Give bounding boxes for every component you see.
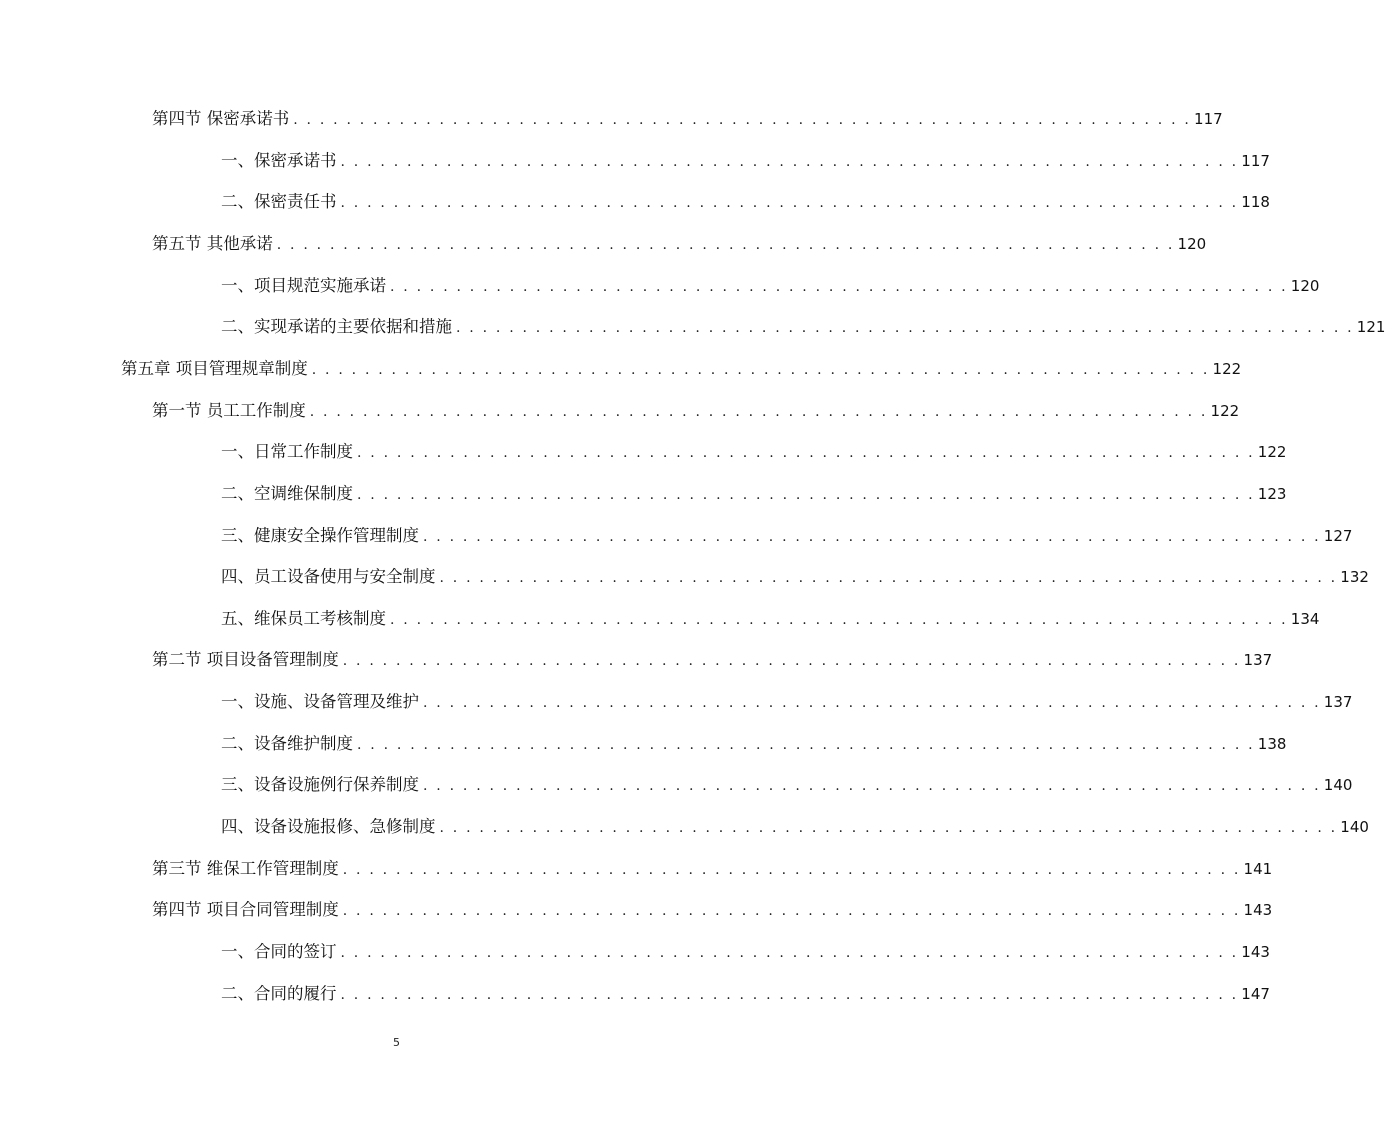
- toc-entry-title: 第一节 员工工作制度: [152, 400, 306, 420]
- dot-leader: . . . . . . . . . . . . . . . . . . . . . . . . . . . . . . . . . . . . . . . . . . . . . . . . . . . . . . . . . . . . . . . . . . . .: [340, 195, 1239, 212]
- toc-entry-title: 第二节 项目设备管理制度: [152, 650, 339, 670]
- toc-entry-page: 127: [1323, 526, 1353, 545]
- toc-entry: [152, 856, 1273, 882]
- toc-entry: [221, 772, 1353, 798]
- toc-entry-title: 二、设备维护制度: [221, 733, 353, 753]
- toc-entry-page: 141: [1243, 859, 1273, 878]
- toc-entry: [221, 148, 1270, 174]
- toc-entry-title: 一、项目规范实施承诺: [221, 275, 386, 295]
- toc-entry-page: 120: [1177, 234, 1207, 253]
- dot-leader: . . . . . . . . . . . . . . . . . . . . . . . . . . . . . . . . . . . . . . . . . . . . . . . . . . . . . . . . . . . . . . . . . . . .: [342, 861, 1241, 878]
- toc-entry-title: 第五章 项目管理规章制度: [121, 358, 308, 378]
- toc-entry-title: 一、日常工作制度: [221, 442, 353, 462]
- toc-entry: [221, 439, 1287, 465]
- toc-entry: [221, 689, 1353, 715]
- dot-leader: . . . . . . . . . . . . . . . . . . . . . . . . . . . . . . . . . . . . . . . . . . . . . . . . . . . . . . . . . . . . . . . . . . . .: [342, 903, 1241, 920]
- toc-entry-title: 二、保密责任书: [221, 192, 337, 212]
- dot-leader: . . . . . . . . . . . . . . . . . . . . . . . . . . . . . . . . . . . . . . . . . . . . . . . . . . . . . . . . . . . . . . . . . . . .: [390, 611, 1288, 628]
- toc-entry-page: 122: [1210, 401, 1240, 420]
- toc-entry-title: 二、空调维保制度: [221, 483, 353, 503]
- toc-entry: [221, 481, 1287, 507]
- dot-leader: . . . . . . . . . . . . . . . . . . . . . . . . . . . . . . . . . . . . . . . . . . . . . . . . . . . . . . . . . . . . . . . . . . . .: [423, 778, 1321, 795]
- toc-entry-page: 134: [1290, 609, 1320, 628]
- dot-leader: . . . . . . . . . . . . . . . . . . . . . . . . . . . . . . . . . . . . . . . . . . . . . . . . . . . . . . . . . . . . . . . . . . . .: [357, 486, 1255, 503]
- dot-leader: . . . . . . . . . . . . . . . . . . . . . . . . . . . . . . . . . . . . . . . . . . . . . . . . . . . . . . . . . . . . . . . . . . . .: [311, 361, 1210, 378]
- dot-leader: . . . . . . . . . . . . . . . . . . . . . . . . . . . . . . . . . . . . . . . . . . . . . . . . . . . . . . . . . . . . . . . . . . . .: [357, 445, 1255, 462]
- toc-entry: [221, 189, 1270, 215]
- toc-entry-page: 122: [1212, 359, 1242, 378]
- toc-entry: [152, 647, 1273, 673]
- toc-entry-title: 第四节 项目合同管理制度: [152, 900, 339, 920]
- toc-entry-page: 118: [1241, 193, 1270, 212]
- toc-entry: [152, 106, 1223, 132]
- toc-entry-page: 140: [1340, 818, 1369, 836]
- toc-entry-title: 一、保密承诺书: [221, 150, 337, 170]
- dot-leader: . . . . . . . . . . . . . . . . . . . . . . . . . . . . . . . . . . . . . . . . . . . . . . . . . . . . . . . . . . . . . . . . . . . .: [423, 695, 1321, 712]
- toc-entry-page: 132: [1340, 568, 1369, 587]
- toc-entry: [221, 981, 1270, 1007]
- toc-entry-title: 一、设施、设备管理及维护: [221, 692, 419, 712]
- dot-leader: . . . . . . . . . . . . . . . . . . . . . . . . . . . . . . . . . . . . . . . . . . . . . . . . . . . . . . . . . . . . . . . . . . . .: [390, 278, 1288, 295]
- toc-entry-page: 140: [1323, 776, 1353, 795]
- toc-entry-title: 四、员工设备使用与安全制度: [221, 567, 436, 587]
- toc-entry-page: 123: [1257, 484, 1287, 503]
- dot-leader: . . . . . . . . . . . . . . . . . . . . . . . . . . . . . . . . . . . . . . . . . . . . . . . . . . . . . . . . . . . . . . . . . . . .: [357, 736, 1255, 753]
- toc-entry-page: 143: [1241, 943, 1270, 961]
- dot-leader: . . . . . . . . . . . . . . . . . . . . . . . . . . . . . . . . . . . . . . . . . . . . . . . . . . . . . . . . . . . . . . . . . . . .: [340, 945, 1239, 961]
- toc-entry-title: 四、设备设施报修、急修制度: [221, 817, 436, 836]
- toc-entry-page: 122: [1257, 443, 1287, 462]
- toc-entry-page: 121: [1356, 318, 1385, 337]
- dot-leader: . . . . . . . . . . . . . . . . . . . . . . . . . . . . . . . . . . . . . . . . . . . . . . . . . . . . . . . . . . . . . . . . . . . .: [439, 570, 1338, 587]
- dot-leader: . . . . . . . . . . . . . . . . . . . . . . . . . . . . . . . . . . . . . . . . . . . . . . . . . . . . . . . . . . . . . . . . . . . .: [309, 403, 1208, 420]
- toc-entry: [221, 523, 1353, 549]
- dot-leader: . . . . . . . . . . . . . . . . . . . . . . . . . . . . . . . . . . . . . . . . . . . . . . . . . . . . . . . . . . . . . . . . . . . .: [293, 112, 1192, 128]
- toc-entry: [121, 356, 1242, 382]
- toc-entry: [152, 231, 1207, 257]
- toc-entry-title: 五、维保员工考核制度: [221, 608, 386, 628]
- toc-entry: [221, 731, 1287, 757]
- page-number-footer: 5: [393, 1036, 400, 1049]
- toc-entry: [221, 273, 1320, 299]
- toc-entry-title: 二、实现承诺的主要依据和措施: [221, 317, 452, 337]
- dot-leader: . . . . . . . . . . . . . . . . . . . . . . . . . . . . . . . . . . . . . . . . . . . . . . . . . . . . . . . . . . . . . . . . . . . .: [340, 153, 1239, 170]
- toc-entry-title: 三、健康安全操作管理制度: [221, 525, 419, 545]
- dot-leader: . . . . . . . . . . . . . . . . . . . . . . . . . . . . . . . . . . . . . . . . . . . . . . . . . . . . . . . . . . . . . . . . . . . .: [423, 528, 1321, 545]
- toc-entry-page: 117: [1241, 151, 1270, 170]
- toc-entry-page: 143: [1243, 901, 1273, 920]
- toc-entry: [152, 897, 1273, 923]
- toc-entry-title: 第五节 其他承诺: [152, 233, 273, 253]
- toc-entry-page: 117: [1194, 110, 1223, 128]
- toc-entry-page: 120: [1290, 276, 1320, 295]
- toc-entry: [221, 939, 1270, 965]
- toc-entry: [152, 398, 1240, 424]
- toc-entry-page: 147: [1241, 984, 1270, 1003]
- toc-entry-title: 二、合同的履行: [221, 983, 337, 1003]
- dot-leader: . . . . . . . . . . . . . . . . . . . . . . . . . . . . . . . . . . . . . . . . . . . . . . . . . . . . . . . . . . . . . . . . . . . .: [276, 236, 1175, 253]
- dot-leader: . . . . . . . . . . . . . . . . . . . . . . . . . . . . . . . . . . . . . . . . . . . . . . . . . . . . . . . . . . . . . . . . . . . .: [340, 986, 1239, 1003]
- toc-entry-page: 137: [1243, 651, 1273, 670]
- toc-entry-page: 138: [1257, 734, 1287, 753]
- toc-entry-page: 137: [1323, 693, 1353, 712]
- toc-entry: [221, 606, 1320, 632]
- toc-entry-title: 第四节 保密承诺书: [152, 109, 290, 128]
- toc-entry-title: 一、合同的签订: [221, 942, 337, 961]
- toc-entry: [221, 564, 1369, 590]
- toc-entry-title: 第三节 维保工作管理制度: [152, 858, 339, 878]
- dot-leader: . . . . . . . . . . . . . . . . . . . . . . . . . . . . . . . . . . . . . . . . . . . . . . . . . . . . . . . . . . . . . . . . . . . .: [342, 653, 1241, 670]
- toc-entry: [221, 814, 1369, 840]
- dot-leader: . . . . . . . . . . . . . . . . . . . . . . . . . . . . . . . . . . . . . . . . . . . . . . . . . . . . . . . . . . . . . . . . . . . .: [456, 320, 1354, 337]
- toc-entry: [221, 314, 1385, 340]
- toc-entry-title: 三、设备设施例行保养制度: [221, 775, 419, 795]
- dot-leader: . . . . . . . . . . . . . . . . . . . . . . . . . . . . . . . . . . . . . . . . . . . . . . . . . . . . . . . . . . . . . . . . . . . .: [439, 820, 1338, 836]
